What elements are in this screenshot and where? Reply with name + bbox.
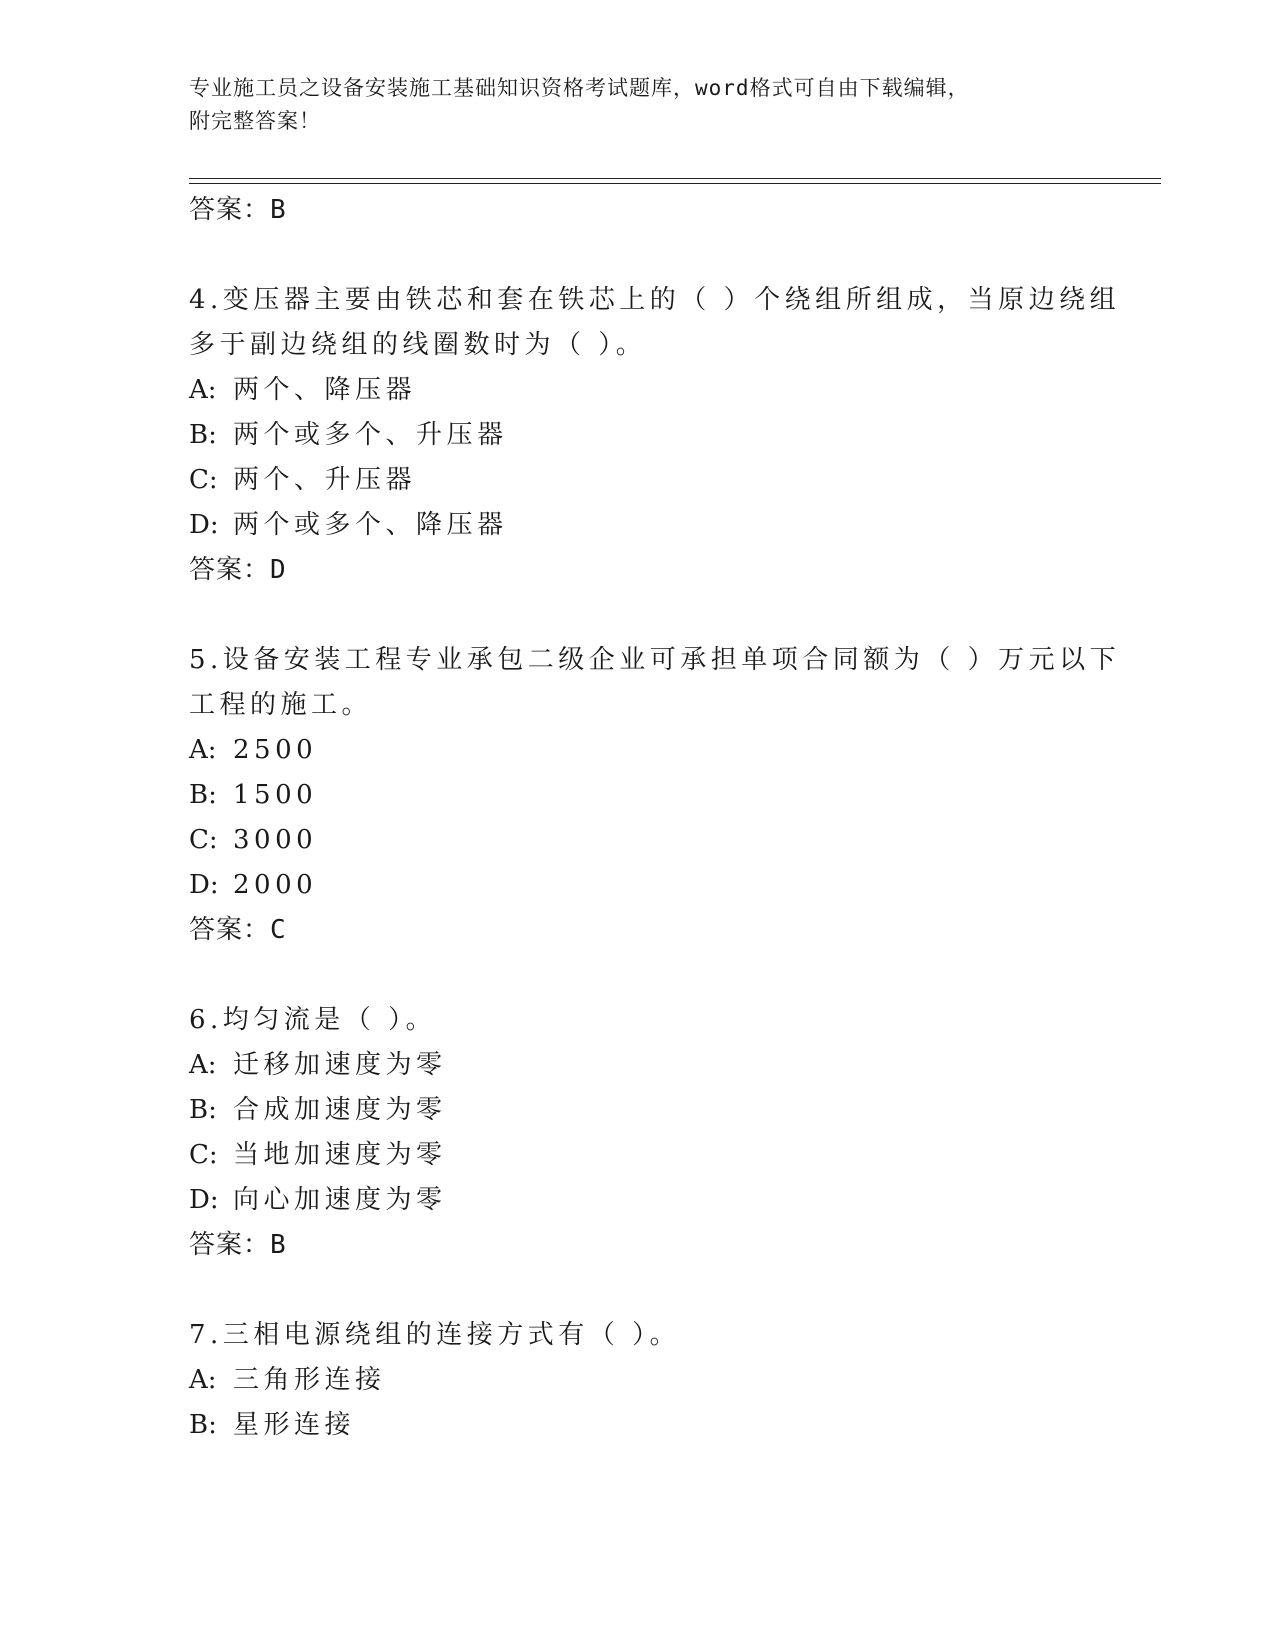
option-text: 三角形连接 <box>233 1365 386 1395</box>
question-6-option-c <box>189 1140 447 1170</box>
option-key: C: <box>189 825 218 855</box>
answer-value: C <box>270 915 287 945</box>
option-text: 3000 <box>233 825 318 855</box>
answer-value: B <box>270 1230 287 1260</box>
question-5-option-c <box>189 825 317 855</box>
question-4-option-d <box>189 510 508 540</box>
option-text: 两个或多个、升压器 <box>233 420 508 450</box>
option-key: B: <box>189 1410 217 1440</box>
option-text: 合成加速度为零 <box>233 1095 447 1125</box>
question-5-line-2: 工程的施工。 <box>189 690 373 720</box>
document-header <box>189 72 1089 138</box>
header-line-1: 专业施工员之设备安装施工基础知识资格考试题库，word格式可自由下载编辑， <box>189 76 970 100</box>
option-text: 迁移加速度为零 <box>233 1050 447 1080</box>
option-key: B: <box>189 780 217 810</box>
option-text: 两个或多个、降压器 <box>233 510 508 540</box>
option-text: 向心加速度为零 <box>233 1185 447 1215</box>
option-text: 星形连接 <box>233 1410 356 1440</box>
option-text: 两个、降压器 <box>233 375 417 405</box>
header-line-2: 附完整答案！ <box>189 109 321 133</box>
answer-q3 <box>189 195 287 225</box>
question-4-line-2: 多于副边绕组的线圈数时为（ ）。 <box>189 330 647 360</box>
question-4-option-c <box>189 465 416 495</box>
header-divider-top <box>189 178 1161 179</box>
question-6-option-b <box>189 1095 447 1125</box>
option-text: 2000 <box>233 870 318 900</box>
question-6-line-1: 6.均匀流是（ ）。 <box>189 1005 437 1035</box>
answer-q4 <box>189 555 287 585</box>
header-divider-bottom <box>189 183 1161 184</box>
option-key: B: <box>189 420 217 450</box>
option-text: 当地加速度为零 <box>233 1140 447 1170</box>
answer-value: B <box>270 195 287 225</box>
question-5-line-1: 5.设备安装工程专业承包二级企业可承担单项合同额为（ ）万元以下 <box>189 645 1121 675</box>
option-key: D: <box>189 870 219 900</box>
answer-q6 <box>189 1230 287 1260</box>
question-7-option-b <box>189 1410 355 1440</box>
option-key: D: <box>189 1185 219 1215</box>
answer-value: D <box>270 555 287 585</box>
answer-label: 答案： <box>189 915 271 945</box>
question-5-option-d <box>189 870 317 900</box>
answer-label: 答案： <box>189 555 271 585</box>
option-key: C: <box>189 465 218 495</box>
option-text: 两个、升压器 <box>233 465 417 495</box>
question-6-option-d <box>189 1185 447 1215</box>
answer-q5 <box>189 915 287 945</box>
answer-label: 答案： <box>189 195 271 225</box>
option-key: A: <box>189 735 217 765</box>
question-4-option-a <box>189 375 416 405</box>
answer-label: 答案： <box>189 1230 271 1260</box>
option-key: B: <box>189 1095 217 1125</box>
question-6-option-a <box>189 1050 447 1080</box>
option-key: A: <box>189 1050 217 1080</box>
option-key: D: <box>189 510 219 540</box>
option-text: 2500 <box>233 735 318 765</box>
option-key: A: <box>189 1365 217 1395</box>
option-key: C: <box>189 1140 218 1170</box>
option-key: A: <box>189 375 217 405</box>
option-text: 1500 <box>233 780 318 810</box>
question-7-option-a <box>189 1365 386 1395</box>
question-4-line-1: 4.变压器主要由铁芯和套在铁芯上的（ ）个绕组所组成，当原边绕组 <box>189 285 1121 315</box>
question-5-option-b <box>189 780 317 810</box>
question-5-option-a <box>189 735 317 765</box>
question-4-option-b <box>189 420 508 450</box>
question-7-line-1: 7.三相电源绕组的连接方式有（ ）。 <box>189 1320 681 1350</box>
